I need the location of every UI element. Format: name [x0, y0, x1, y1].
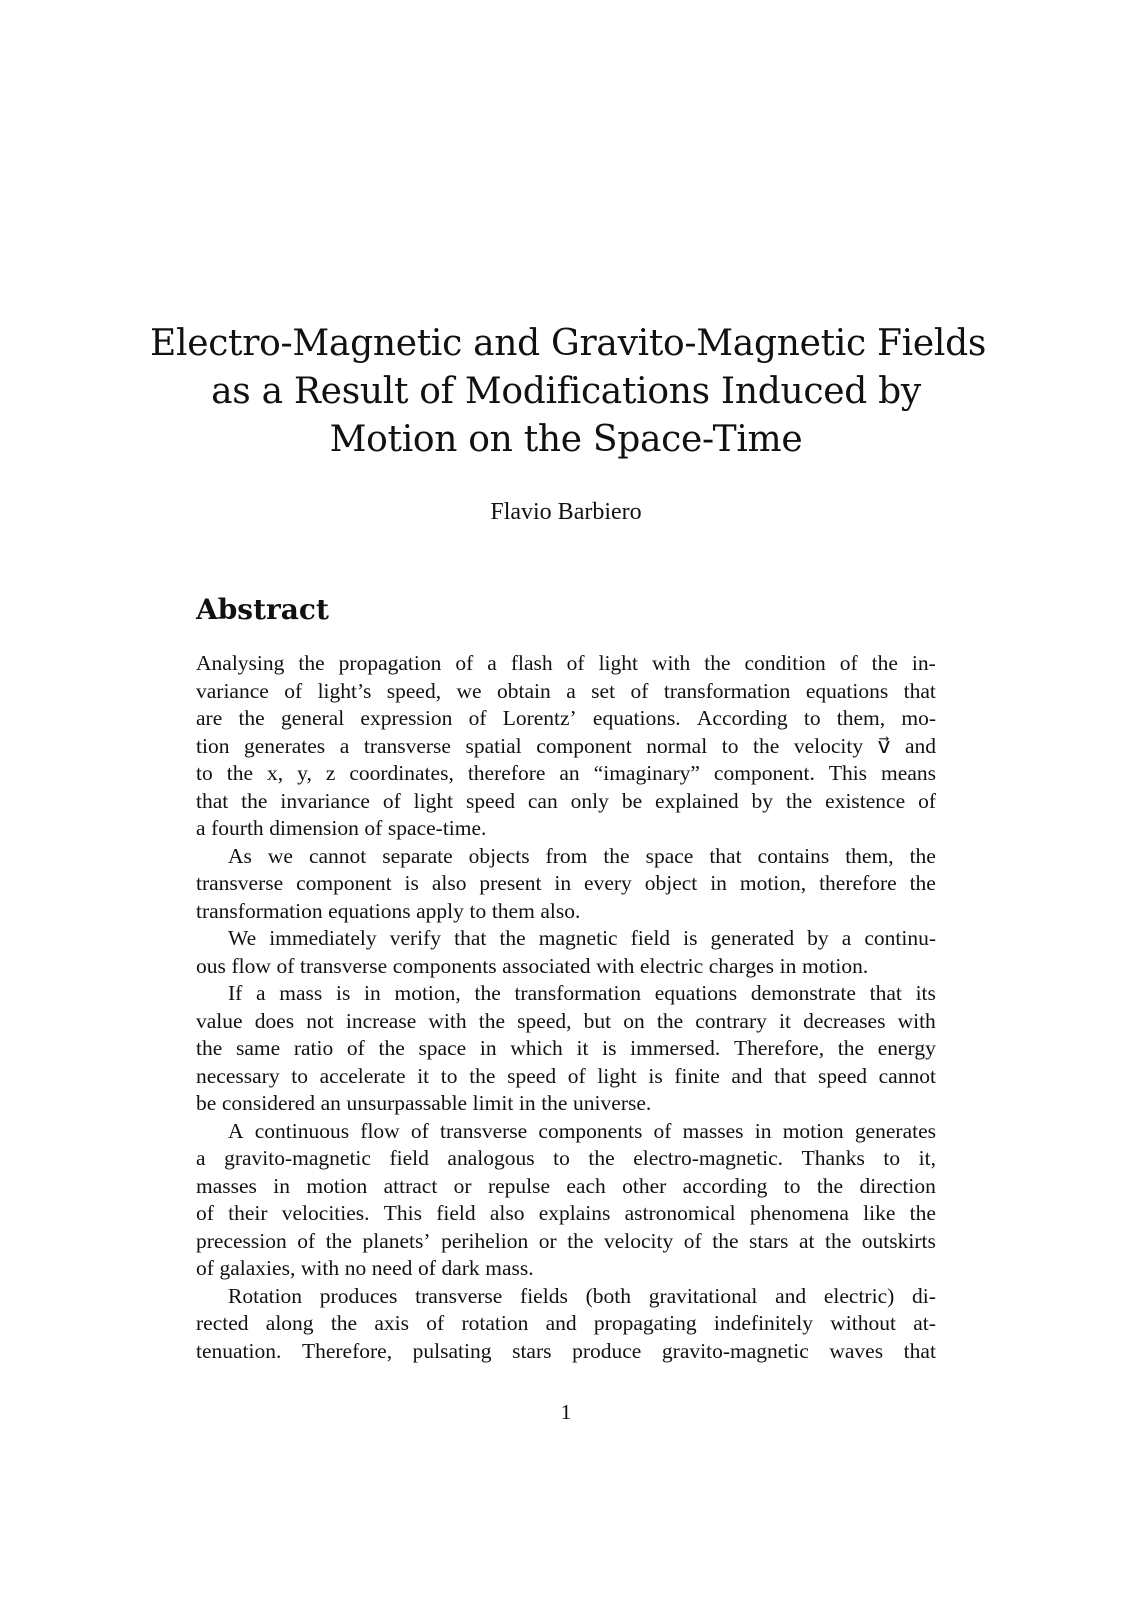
abstract-line: A continuous flow of transverse components of masses in motion generates: [228, 1118, 936, 1143]
abstract-line: Rotation produces transverse fields (both gravitational and electric) di-: [228, 1283, 936, 1308]
abstract-line: variance of light’s speed, we obtain a set of transformation equations that: [196, 678, 936, 703]
abstract-line: precession of the planets’ perihelion or the velocity of the stars at the outskirts: [196, 1228, 936, 1253]
abstract-line: a fourth dimension of space-time.: [196, 816, 487, 840]
abstract-line: of their velocities. This field also explains astronomical phenomena like the: [196, 1201, 936, 1225]
abstract-line: rected along the axis of rotation and propagating indefinitely without at-: [196, 1311, 936, 1335]
abstract-paragraph: [196, 1118, 936, 1283]
abstract-line: that the invariance of light speed can only be explained by the existence of: [196, 788, 936, 813]
title-line: Motion on the Space-Time: [329, 419, 803, 460]
abstract-body: [196, 650, 936, 1365]
abstract-line: Analysing the propagation of a flash of light with the condition of the in-: [196, 651, 936, 675]
abstract-paragraph: [196, 843, 936, 926]
page-number: 1: [560, 1400, 572, 1424]
abstract-paragraph: [196, 925, 936, 980]
title-line: as a Result of Modifications Induced by: [211, 371, 921, 412]
title-line: Electro-Magnetic and Gravito-Magnetic Fields: [150, 323, 987, 364]
author-name: Flavio Barbiero: [490, 499, 642, 525]
abstract-line: value does not increase with the speed, but on the contrary it decreases with: [196, 1008, 936, 1033]
abstract-line: ous flow of transverse components associated with electric charges in motion.: [196, 953, 869, 978]
abstract-line: transformation equations apply to them also.: [196, 898, 581, 923]
abstract-line: of galaxies, with no need of dark mass.: [196, 1256, 534, 1280]
paper-title: [150, 320, 987, 464]
abstract-line: We immediately verify that the magnetic field is generated by a continu-: [228, 926, 936, 950]
abstract-line: be considered an unsurpassable limit in the universe.: [196, 1091, 652, 1115]
abstract-line: tenuation. Therefore, pulsating stars produce gravito-magnetic waves that: [196, 1338, 936, 1363]
abstract-paragraph: [196, 650, 936, 843]
abstract-line: to the x, y, z coordinates, therefore an “imaginary” component. This means: [196, 761, 936, 785]
abstract-line: If a mass is in motion, the transformation equations demonstrate that its: [228, 981, 936, 1005]
abstract-line: the same ratio of the space in which it is immersed. Therefore, the energy: [196, 1036, 936, 1060]
abstract-line: tion generates a transverse spatial component normal to the velocity v⃗ and: [196, 733, 936, 758]
abstract-line: As we cannot separate objects from the space that contains them, the: [228, 843, 936, 868]
abstract-paragraph: [196, 1283, 936, 1366]
abstract-line: a gravito-magnetic field analogous to the electro-magnetic. Thanks to it,: [196, 1146, 936, 1170]
abstract-line: are the general expression of Lorentz’ equations. According to them, mo-: [196, 706, 936, 730]
abstract-heading: Abstract: [196, 593, 329, 626]
abstract-line: necessary to accelerate it to the speed of light is finite and that speed cannot: [196, 1063, 936, 1088]
abstract-line: transverse component is also present in every object in motion, therefore the: [196, 871, 936, 895]
abstract-line: masses in motion attract or repulse each other according to the direction: [196, 1173, 936, 1198]
abstract-paragraph: [196, 980, 936, 1118]
